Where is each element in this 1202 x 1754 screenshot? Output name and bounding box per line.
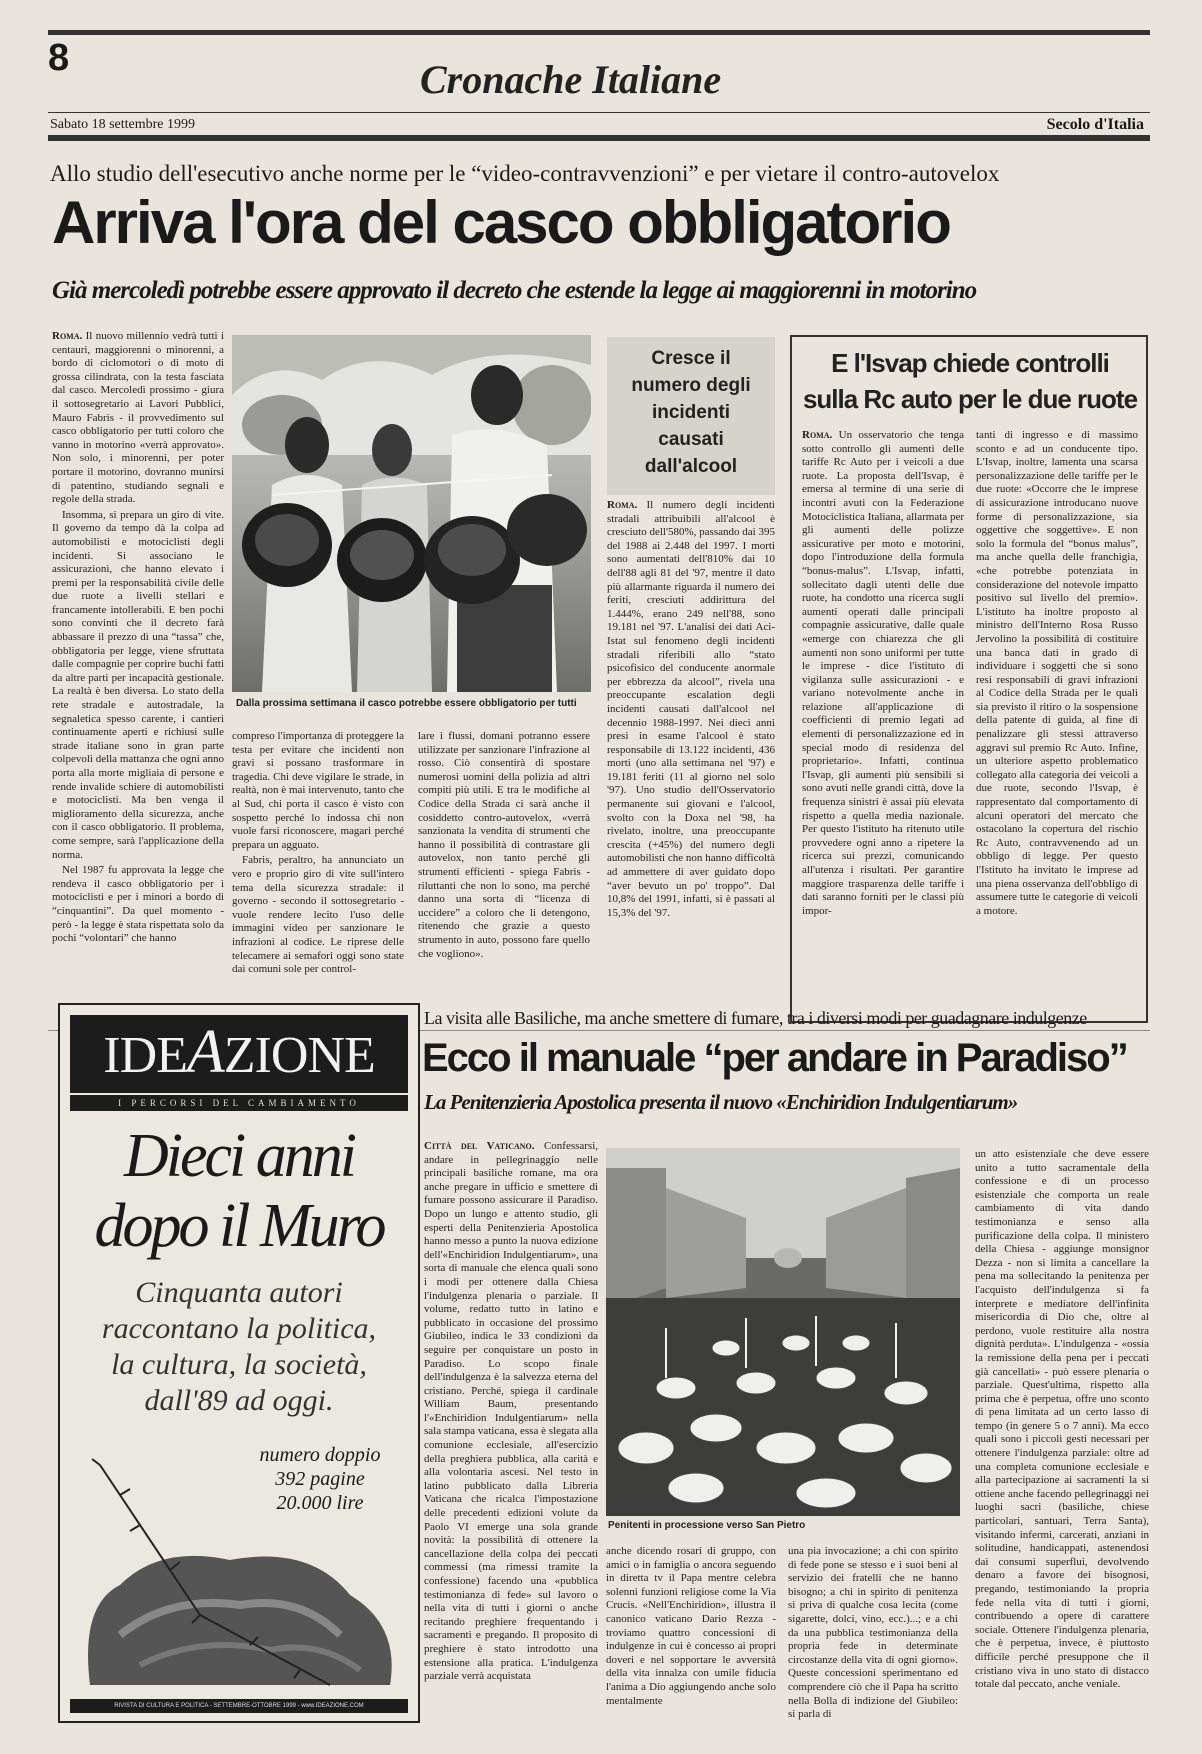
second-kicker: La visita alle Basiliche, ma anche smettere di fumare, tra i diversi modi per guadagnare indulgenze — [424, 1008, 1087, 1028]
main-story-col2 — [232, 730, 404, 1020]
main-col3-p1: lare i flussi, domani potranno essere utilizzate per sanzionare l'infrazione al rosso. Ciò consentirà di spostare numerosi uomini della polizia ad altri compiti più utili. E tra le modifiche al Codice della Strada ci sarà anche il cosiddetto contro-autovelox, «verrà sanzionata la vendita di strumenti che hanno il possibilità di contrastare gli autovelox, non tanto perché gli strumenti efficienti - spiega Fabris - riluttanti che non lo sono, ma perché danno una sorta di “licenza di uccidere” a coloro che li detengono, ritenendo che grazie a questo strumento in auto, possono fare quello che vogliono». — [418, 730, 590, 960]
masthead-thick-rule — [48, 135, 1150, 141]
procession-photo-caption: Penitenti in processione verso San Pietro — [608, 1520, 806, 1531]
second-col2 — [606, 1545, 776, 1730]
isvap-col1 — [802, 429, 964, 1017]
main-col2-p2: Fabris, peraltro, ha annunciato un vero e proprio giro di vite sull'intero tema della sicurezza stradale: il governo - secondo il sottosegretario - vuole rendere lecito l'uso delle immagini video per sanzionare le infrazioni al codice. Le riprese delle telecamere ai semafori oggi sono state dai comuni sole per control- — [232, 854, 404, 976]
alcohol-box — [607, 337, 775, 1020]
alcohol-body: Il numero degli incidenti stradali attribuibili all'alcool è cresciuto dell'580%, passando dai 395 del 1988 ai 2.448 del 1997. I morti sono aumentati dell'810% dai 10 dell'88 agli 81 del '97, mentre il dato più allarmante riguarda il numero dei feriti, cresciuti addirittura del 1.444%, erano 249 nell'88, sono 19.181 nel '97. L'analisi dei dati Aci-Istat sul fenomeno degli incidenti stradali riferibili allo “stato psicofisico del conducente anormale per ebbrezza da alcool”, rivela una preoccupante escalation degli incidenti causati dall'alcool nel decennio 1988-1997. Nei dieci anni presi in esame l'alcool è stato responsabile di 13.122 incidenti, 436 morti (uno alla settimana nel '97) e 19.181 feriti (11 al giorno nel solo '97). Uno studio dell'Osservatorio permanente sui giovani e l'alcool, svolto con la Doxa nel '98, ha rivelato, inoltre, una preoccupante crescita (+45%) del numero degli automobilisti che non hanno difficoltà ad ammettere di aver guidato dopo “aver bevuto un po' troppo”. Dal 10,8% del 1991, infatti, si è passati al 15,3% del '97. — [607, 499, 775, 919]
main-story-col3 — [418, 730, 590, 1020]
top-rule — [48, 30, 1150, 35]
second-col3-text: una pia invocazione; a chi con spirito di fede pone se stesso e i suoi beni al servizio dei fratelli che ne hanno bisogno; a chi in spirito di penitenza si priva di qualche cosa lecita (come sigarette, dolci, vino, ecc.)...; e a chi da una pubblica testimonianza della propria fede in determinate circostanze della vita di ogni giorno». Queste concessioni sperimentano ed comprendere ciò che il Papa ha scritto nella Bolla di indizione del Giubileo: si parla di — [788, 1545, 958, 1721]
isvap-col1-text: Un osservatorio che tenga sotto controllo gli aumenti delle tariffe Rc Auto per i veicoli a due ruote. La proposta dell'Isvap, è emersa al termine di una serie di incontri avuti con la Federazione Motociclistica Italiana, allarmata per gli aumenti delle polizze assicurative per moto e motorini, dopo l'introduzione della formula “bonus-malus”. L'Isvap, infatti, sollecitato dagli utenti delle due ruote, ha condotto una ricerca sugli aumenti operati dalle principali compagnie assicurative, dalle quale «emerge con chiarezza che gli aumenti non sono uniformi per tutte le imprese - dice l'istituto di vigilanza sulle assicurazioni - e variano notevolmente anche in relazione all'applicazione di coefficienti di premio legati ad elementi di personalizzazione ed in special modo di residenza del proprietario». Infatti, continua l'Isvap, gli aumenti più sensibili si sono avuti nelle grandi città, dove la frequenza sinistri è assai più elevata rispetto a quella media nazionale. Per questo l'istituto ha ritenuto utile provvedere ogni anno a ripetere la ricerca sui prezzi, comunicando all'utenza i risultati. Per garantire maggiore trasparenza delle tariffe i dati saranno forniti per le classi più impor- — [802, 429, 964, 917]
page-number: 8 — [48, 37, 70, 79]
ad-body-4: dall'89 ad oggi. — [144, 1384, 334, 1417]
helmet-photo-art — [232, 335, 591, 692]
second-headline: Ecco il manuale “per andare in Paradiso” — [422, 1036, 1127, 1080]
isvap-dateline: Roma. — [802, 429, 833, 441]
procession-photo-art — [606, 1148, 960, 1516]
second-subhead: La Penitenzieria Apostolica presenta il nuovo «Enchiridion Indulgentiarum» — [424, 1090, 1018, 1114]
masthead-rule — [48, 112, 1150, 113]
second-col3 — [788, 1545, 958, 1730]
helmet-photo-caption: Dalla prossima settimana il casco potrebbe essere obbligatorio per tutti — [236, 698, 577, 709]
isvap-headline: E l'Isvap chiede controlli sulla Rc auto per le due ruote — [802, 348, 1138, 414]
second-col1-text: Confessarsi, andare in pellegrinaggio nelle principali basiliche romane, ma ora anche pregare in ufficio e smettere di fumare possono assicurare il Paradiso. Dopo un lungo e attento studio, gli esperti della Penitenzieria Apostolica hanno messo a punto la nuova edizione dell'«Enchiridion Indulgentiarum», una sorta di manuale che elenca quali sono i modi per ottenere dalla Chiesa l'indulgenza plenaria o parziale. Il volume, redatto tutto in latino e pubblicato in occasione del prossimo Giubileo, indica le 33 condizioni da seguire per conquistare un posto in Paradiso. Lo scopo finale dell'indulgenza è la salvezza eterna del cristiano. Perché, spiega il cardinale William Baum, presentando l'«Enchiridion Indulgentiarum» nella sala stampa vaticana, essa è slegata alla comunione ecclesiale, all'esercizio della preghiera pubblica, alla carità e alla volontaria ascesi. Nel testo in latino pubblicato dalla Libreria Vaticana che ricalca l'impostazione delle precedenti edizioni volute da Paolo VI emerge una sola grande novità: la possibilità di ottenere la cancellazione della colpa dei peccati commessi (ma rimessi tramite la confessione) facendo una «pubblica testimonianza di fede» sul lavoro o nella vita di tutti i giorni o anche recitando preghiere frequentando i sacramenti e pregando. Il proposito di preghiere è stato introdotto una estensione alla pratica. L'indulgenza parziale verrà acquistata — [424, 1140, 598, 1683]
second-col4-text: un atto esistenziale che deve essere unito a tutto sacramentale della confessione e di un processo esistenziale che comporta un reale cambiamento di vita dando testimonianza e senso alla purificazione della colpa. Il ministero della Chiesa - aggiunge monsignor Dezza - non si limita a cancellare la pena ma sollecitando la penitenza per l'acquisto dell'indulgenza si fa interprete e mediatore dell'infinita misericordia di Dio che, oltre al perdono, vuole restituire alla nostra dignità perduta». L'indulgenza - «ossia la remissione della pena per i peccati già cancellati» - può essere plenaria o parziale. Quest'ultima, rispetto alla prima che è perpetua, offre uno sconto di pena limitata ad un certo lasso di tempo (in genere 5 o 7 anni). Ma ecco quali sono i piccoli gesti necessari per ottenere l'indulgenza parziale: oltre ad una completa comunione ecclesiale e alla partecipazione ai sacramenti la si ottiene anche facendo pellegrinaggi nei luoghi sacri (basiliche, chiese particolari, santuari, Terra Santa), visitando infermi, carcerati, anziani in solitudine, handicappati, astenendosi dai consumi superflui, devolvendo denaro a favore dei bisognosi, pregando, testimoniando la propria fede nella vita di tutti i giorni, contribuendo a opere di carattere sociale. Ottenere l'indulgenza plenaria, che è perpetua, invece, è piuttosto difficile perché presuppone che il cristiano viva in uno stato di distacco totale dal peccato, anche veniale. — [975, 1148, 1149, 1691]
ad-footer: RIVISTA DI CULTURA E POLITICA - SETTEMBRE-OTTOBRE 1999 - www.IDEAZIONE.COM — [70, 1699, 408, 1713]
ad-title-1: Dieci anni — [124, 1122, 354, 1190]
main-col2-p1: compreso l'importanza di proteggere la testa per evitare che incidenti non gravi si possano trasformare in tragedia. Chi deve vigilare le strade, in realtà, non è mai intervenuto, tanto che al Sud, chi porta il casco è visto con sospetto perché lo indossa chi non vuole farsi riconoscere, magari perché prepara un agguato. — [232, 730, 404, 851]
alcohol-dateline: Roma. — [607, 499, 638, 511]
main-col1-p3: Nel 1987 fu approvata la legge che rendeva il casco obbligatorio per i motociclisti e per i minori a bordo di “cinquantini”. Da quel momento - però - la legge è stata rispettata solo da pochi “volontari” che hanno — [52, 864, 224, 945]
ad-logo-right: ZIONE — [223, 1027, 375, 1084]
issue-date: Sabato 18 settembre 1999 — [50, 117, 196, 132]
main-col1-p2: Insomma, si prepara un giro di vite. Il governo da tempo dà la colpa ad automobilisti e motociclisti degli incidenti. Si associano le assicurazioni, che hanno elevato i premi per la responsabilità civile delle due ruote a livelli stellari e francamente intollerabili. E ben pochi sono convinti che il decreto farà abbassare il prezzo di una “tassa” che, obbligatoria per legge, viene sfruttata dalle compagnie per coprire buchi fatti da altre parti per incapacità gestionale. La realtà è ben diversa. Lo stato della rete stradale e autostradale, la segnaletica spesso carente, i cantieri continuamente aperti e richiusi sulle strade italiane sono in gran parte colpevoli della mattanza che ogni anno porta alla morte migliaia di persone e rende invalide schiere di automobilisti e motociclisti. Ma ben venga il miglioramento della sicurezza, anche con il casco obbligatorio. Il problema, come sempre, sarà l'applicazione della norma. — [52, 508, 224, 861]
ideazione-ad — [58, 1003, 420, 1723]
ad-body-2: raccontano la politica, — [101, 1312, 377, 1345]
ad-body-3: la cultura, la società, — [111, 1348, 367, 1381]
ad-issue-1: numero doppio — [259, 1444, 381, 1466]
main-subhead: Già mercoledì potrebbe essere approvato il decreto che estende la legge ai maggiorenni in motorino — [52, 277, 977, 304]
paper-name: Secolo d'Italia — [1046, 116, 1144, 133]
second-col2-text: anche dicendo rosari di gruppo, con amici o in famiglia o ancora seguendo in diretta tv il Papa mentre celebra solenni funzioni religiose come la Via Crucis. «Nell'Enchiridion», illustra il canonico vaticano Dario Rezza - troviamo quattro concessioni di indulgenze in cui è concesso ai propri doveri e nel sopportare le avversità della vita innalza con umile fiducia l'anima a Dio aggiungendo anche solo mentalmente — [606, 1545, 776, 1707]
isvap-col2 — [976, 429, 1138, 1017]
helmet-photo — [232, 335, 591, 692]
main-dateline: Roma. — [52, 330, 83, 342]
procession-photo — [606, 1148, 960, 1516]
main-story-col1 — [52, 330, 224, 1020]
ad-issue-3: 20.000 lire — [276, 1492, 364, 1514]
section-title: Cronache Italiane — [420, 57, 722, 102]
isvap-col2-text: tanti di ingresso e di massimo sconto e ad un conducente tipo. L'Isvap, inoltre, lamenta una scarsa personalizzazione delle tariffe per le due ruote: «Occorre che le imprese di assicurazione introducano nuove forme di personalizzazione, sia oggettive che soggettive». E non solo la formula del “bonus malus”, ma anche quella delle franchigia, «che potrebbe potenziata in considerazione del notevole impatto positivo sul livello del premio». L'istituto ha inoltre proposto al ministro dell'Interno Rosa Russo Jervolino la possibilità di costituire una banca dati in grado di individuare i soggetti che si sono resi responsabili di gravi infrazioni al Codice della Strada per le quali sia previsto il ritiro o la sospensione della patente di guida, al fine di penalizzare gli stessi attraverso aggravi sul premio Rc Auto. Infine, un ulteriore aspetto problematico collegato alla categoria dei veicoli a due ruote, secondo l'Isvap, è rappresentato dal comportamento di alcuni operatori del mercato che ostacolano la copertura del rischio Rc Auto, contravvenendo ad un obbligo di legge. Per questo l'Istituto ha invitato le imprese ad una piena osservanza dell'obbligo di assumere tutte le categorie di veicoli a motore. — [976, 429, 1138, 917]
ad-body-1: Cinquanta autori — [135, 1276, 343, 1309]
ad-issue-2: 392 pagine — [275, 1468, 365, 1490]
isvap-box — [790, 335, 1148, 1023]
alcohol-headline: Cresce il numero degli incidenti causati dall'alcool — [607, 337, 775, 495]
ad-logo-left: IDE — [103, 1027, 187, 1084]
ad-logo-mid: A — [186, 1018, 224, 1086]
alcohol-text — [607, 499, 775, 1019]
main-col1-p1: Il nuovo millennio vedrà tutti i centauri, maggiorenni o minorenni, a bordo di ciclomotori o di moto di grossa cilindrata, con la testa fasciata dal casco. Mercoledì prossimo - giura il sottosegretario ai Lavori Pubblici, Mauro Fabris - il provvedimento sul casco obbligatorio per tutti coloro che vanno in motorino «verrà approvato». Non solo, i minorenni, per poter portare il motorino, dovranno munirsi di patentino, studiando segnali e regole della strada. — [52, 330, 224, 506]
wall-fragment-art — [80, 1435, 410, 1695]
second-dateline: Città del Vaticano. — [424, 1140, 535, 1152]
main-kicker: Allo studio dell'esecutivo anche norme per le “video-contravvenzioni” e per vietare il contro-autovelox — [50, 161, 1000, 186]
second-col4 — [975, 1148, 1149, 1730]
second-col1 — [424, 1140, 598, 1730]
main-headline: Arriva l'ora del casco obbligatorio — [52, 189, 950, 256]
ad-logo — [70, 1015, 408, 1093]
ad-title-2: dopo il Muro — [94, 1192, 384, 1260]
ad-tagline: I PERCORSI DEL CAMBIAMENTO — [70, 1095, 408, 1111]
